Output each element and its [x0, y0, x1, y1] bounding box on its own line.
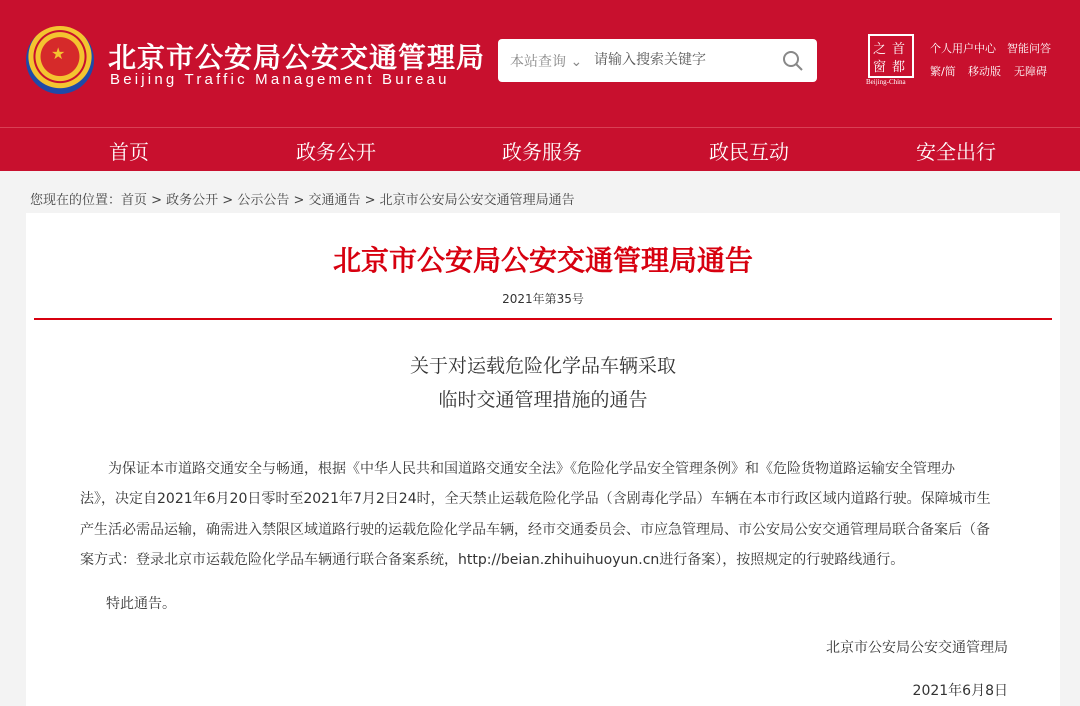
logo-char: 之: [873, 42, 887, 57]
link-smart-qa[interactable]: 智能问答: [1007, 42, 1051, 55]
police-emblem-icon: [26, 26, 94, 94]
document-date: 2021年6月8日: [912, 683, 1008, 699]
site-title: 北京市公安局公安交通管理局: [108, 41, 486, 74]
link-user-center[interactable]: 个人用户中心: [930, 42, 996, 55]
document-number: 2021年第35号: [502, 292, 584, 306]
subject-line: 临时交通管理措施的通告: [438, 389, 648, 411]
search-input[interactable]: [594, 46, 774, 74]
article-card: [26, 213, 1060, 706]
capital-logo-caption: Beijing-China: [866, 78, 906, 86]
site-header: [0, 0, 1080, 127]
link-mobile[interactable]: 移动版: [968, 65, 1001, 78]
subject-line: 关于对运载危险化学品车辆采取: [409, 355, 676, 377]
nav-gov-affairs-open[interactable]: 政务公开: [296, 140, 376, 164]
search-box: [498, 39, 817, 82]
logo-char: 首: [892, 42, 906, 57]
closing-text: 特此通告。: [106, 596, 176, 612]
breadcrumb[interactable]: 您现在的位置：首页 > 政务公开 > 公示公告 > 交通通告 > 北京市公安局公安交通管理局通告: [30, 193, 575, 208]
body-line: 法》，决定自2021年6月20日零时至2021年7月2日24时，全天禁止运载危险化学品（含剧毒化学品）车辆在本市行政区域内道路行驶。保障城市生: [80, 491, 991, 507]
site-subtitle: Beijing Traffic Management Bureau: [110, 71, 450, 88]
search-icon[interactable]: [781, 49, 805, 73]
red-divider: [34, 318, 1052, 320]
body-line: 为保证本市道路交通安全与畅通，根据《中华人民共和国道路交通安全法》《危险化学品安全管理条例》和《危险货物道路运输安全管理办: [108, 461, 955, 477]
link-accessibility[interactable]: 无障碍: [1014, 65, 1047, 78]
logo-char: 窗: [873, 60, 887, 75]
signer: 北京市公安局公安交通管理局: [826, 640, 1008, 656]
link-language-toggle[interactable]: 繁/简: [930, 65, 956, 78]
chevron-down-icon: ⌄: [570, 54, 583, 70]
body-line: 产生活必需品运输，确需进入禁限区域道路行驶的运载危险化学品车辆，经市交通委员会、市应急管理局、市公安局公安交通管理局联合备案后（备: [80, 522, 990, 538]
search-scope-select[interactable]: [510, 51, 582, 71]
capital-window-logo[interactable]: [868, 34, 914, 78]
search-scope-label: 本站查询: [510, 54, 566, 70]
nav-gov-services[interactable]: 政务服务: [502, 140, 582, 164]
nav-interaction[interactable]: 政民互动: [709, 140, 789, 164]
main-nav: [0, 127, 1080, 171]
nav-safe-travel[interactable]: 安全出行: [916, 140, 996, 164]
logo-char: 都: [892, 60, 906, 75]
document-title: 北京市公安局公安交通管理局通告: [332, 244, 753, 277]
body-line: 案方式：登录北京市运载危险化学品车辆通行联合备案系统，http://beian.zhihuihuoyun.cn进行备案），按照规定的行驶路线通行。: [80, 552, 905, 568]
nav-home[interactable]: 首页: [109, 140, 149, 164]
